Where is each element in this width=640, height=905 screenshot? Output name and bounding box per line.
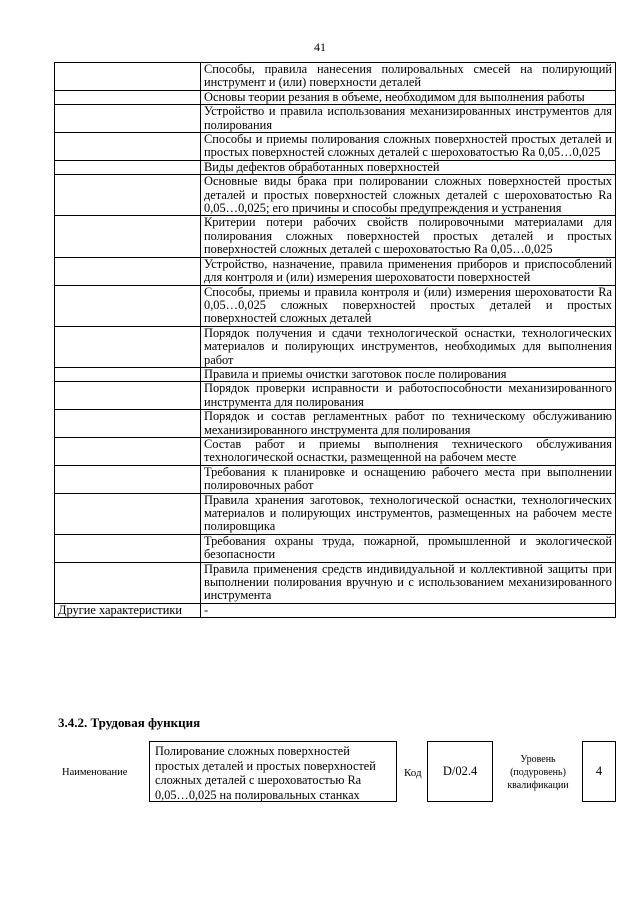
row-text-cell: - <box>201 603 616 617</box>
table-row <box>55 382 616 410</box>
table-row <box>55 367 616 381</box>
row-text-cell: Порядок получения и сдачи технологической оснастки, технологических материалов и полирующих инструментов, необходимых для выполнения работ <box>201 326 616 367</box>
row-label-cell <box>55 326 201 367</box>
qualification-level-label: Уровень (подуровень) квалификации <box>507 754 569 791</box>
qualification-level-box: 4 <box>582 741 616 802</box>
row-text-cell: Основные виды брака при полировании сложных поверхностей простых деталей и простых поверхностей сложных деталей с шероховатостью Ra 0,05…0,025; его причины и способы предупреждения и устранения <box>201 175 616 216</box>
row-label-cell <box>55 493 201 534</box>
row-text-cell: Основы теории резания в объеме, необходимом для выполнения работы <box>201 90 616 104</box>
row-text-cell: Состав работ и приемы выполнения технического обслуживания технологической оснастки, размещенной на рабочем месте <box>201 437 616 465</box>
row-text-cell: Требования к планировке и оснащению рабочего места при выполнении полировочных работ <box>201 465 616 493</box>
code-label: Код <box>404 767 422 779</box>
name-label: Наименование <box>62 767 128 778</box>
table-row <box>55 216 616 257</box>
table-row <box>55 90 616 104</box>
row-text-cell: Устройство, назначение, правила применения приборов и приспособлений для контроля и (или) измерения шероховатости поверхностей <box>201 257 616 285</box>
table-row <box>55 534 616 562</box>
row-label-cell <box>55 437 201 465</box>
function-name-box: Полирование сложных поверхностей простых деталей и простых поверхностей сложных деталей с шероховатостью Ra 0,05…0,025 на полировальных станках <box>149 741 397 802</box>
table-row <box>55 160 616 174</box>
row-label-cell <box>55 257 201 285</box>
row-text-cell: Порядок и состав регламентных работ по техническому обслуживанию механизированного инструмента для полирования <box>201 410 616 438</box>
row-label-cell <box>55 133 201 161</box>
table-row <box>55 465 616 493</box>
row-label-cell <box>55 367 201 381</box>
row-label-cell: Другие характеристики <box>55 603 201 617</box>
row-text-cell: Устройство и правила использования механизированных инструментов для полирования <box>201 105 616 133</box>
row-text-cell: Правила применения средств индивидуальной и коллективной защиты при выполнении полирования вручную и с использованием механизированного инструмента <box>201 562 616 603</box>
table-row <box>55 493 616 534</box>
table-row <box>55 63 616 91</box>
table-row <box>55 285 616 326</box>
table-row <box>55 562 616 603</box>
row-label-cell <box>55 63 201 91</box>
table-row <box>55 175 616 216</box>
table-row <box>55 257 616 285</box>
row-label-cell <box>55 90 201 104</box>
table-row <box>55 437 616 465</box>
code-value-box: D/02.4 <box>427 741 493 802</box>
row-label-cell <box>55 175 201 216</box>
section-heading: 3.4.2. Трудовая функция <box>58 715 201 730</box>
row-label-cell <box>55 562 201 603</box>
row-text-cell: Правила и приемы очистки заготовок после полирования <box>201 367 616 381</box>
row-label-cell <box>55 534 201 562</box>
row-label-cell <box>55 160 201 174</box>
table-row <box>55 133 616 161</box>
table-row <box>55 326 616 367</box>
row-label-cell <box>55 216 201 257</box>
row-text-cell: Критерии потери рабочих свойств полировочными материалами для полирования сложных поверхностей простых деталей и простых поверхностей сложных деталей с шероховатостью Ra 0,05…0,025 <box>201 216 616 257</box>
table-row <box>55 105 616 133</box>
row-text-cell: Способы, приемы и правила контроля и (или) измерения шероховатости Ra 0,05…0,025 сложных поверхностей простых деталей и простых поверхностей сложных деталей <box>201 285 616 326</box>
row-text-cell: Требования охраны труда, пожарной, промышленной и экологической безопасности <box>201 534 616 562</box>
table-row <box>55 603 616 617</box>
row-label-cell <box>55 410 201 438</box>
row-label-cell <box>55 465 201 493</box>
table-row <box>55 410 616 438</box>
row-label-cell <box>55 105 201 133</box>
page-number: 41 <box>314 40 326 54</box>
row-text-cell: Способы, правила нанесения полировальных смесей на полирующий инструмент и (или) поверхности деталей <box>201 63 616 91</box>
knowledge-table <box>54 62 616 618</box>
row-text-cell: Способы и приемы полирования сложных поверхностей простых деталей и простых поверхностей сложных деталей с шероховатостью Ra 0,05…0,025 <box>201 133 616 161</box>
row-label-cell <box>55 382 201 410</box>
row-label-cell <box>55 285 201 326</box>
row-text-cell: Порядок проверки исправности и работоспособности механизированного инструмента для полирования <box>201 382 616 410</box>
row-text-cell: Правила хранения заготовок, технологической оснастки, технологических материалов и полирующих инструментов, размещенных на рабочем месте полировщика <box>201 493 616 534</box>
row-text-cell: Виды дефектов обработанных поверхностей <box>201 160 616 174</box>
